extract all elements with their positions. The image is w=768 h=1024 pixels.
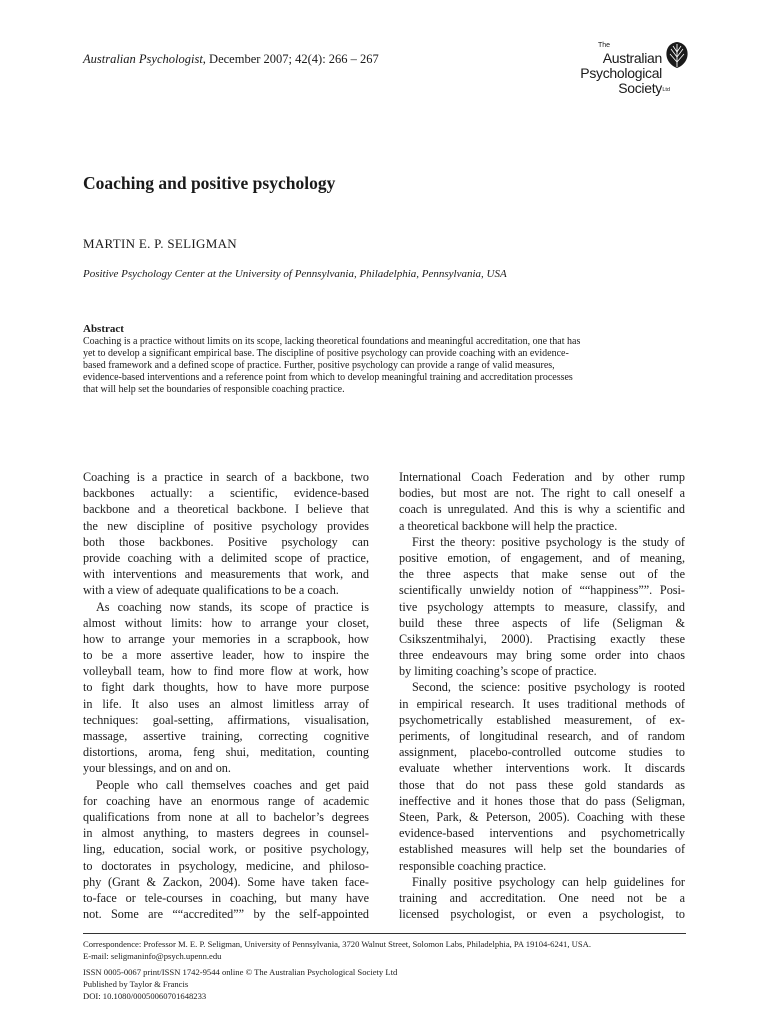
body-line: evaluate whether interventions work. It discards (399, 761, 685, 776)
body-line: how to arrange your memories in a scrapbook, how (83, 631, 369, 646)
issn-line: ISSN 0005-0067 print/ISSN 1742-9544 online © The Australian Psychological Society Ltd (83, 967, 398, 977)
body-column-right (399, 469, 685, 922)
logo-line-3: Society (618, 80, 662, 96)
body-line: Csikszentmihalyi, 2000). Practising exactly these (399, 631, 685, 646)
logo-ltd: Ltd (662, 87, 670, 93)
body-line: with a view of adequate qualifications to be a coach. (83, 583, 339, 598)
body-line: positive emotion, of engagement, and of meaning, (399, 550, 685, 565)
body-line: evidence-based interventions and psychometrically (399, 826, 685, 841)
body-line: qualifications from none at all to bachelor’s degrees (83, 809, 369, 824)
body-line: provide coaching with a delimited scope of practice, (83, 550, 369, 565)
body-line: three endeavours may bring some order into chaos (399, 648, 685, 663)
body-line: for coaching have an enormous range of academic (83, 793, 369, 808)
journal-name: Australian Psychologist (83, 52, 203, 66)
body-line: build these three aspects of life (Seligman & (399, 615, 685, 630)
body-line: scientifically unwieldy notion of ““happiness””. Posi- (399, 583, 685, 598)
footnote-rule (83, 933, 686, 934)
body-line: ling, education, social work, or positive psychology, (83, 842, 369, 857)
correspondence-note: Correspondence: Professor M. E. P. Seligman, University of Pennsylvania, 3720 Walnut Street, Solomon Labs, Philadelphia, PA 19104-6241, USA. (83, 939, 591, 949)
logo-the: The (597, 42, 610, 49)
body-line: established measures will help set the boundaries of (399, 842, 685, 857)
body-line: massage, assertive training, correcting cognitive (83, 729, 369, 743)
citation-details: , December 2007; 42(4): 266 – 267 (202, 52, 379, 66)
body-line: International Coach Federation and by other rump (399, 470, 685, 484)
body-line: to doctorates in psychology, medicine, and philoso- (83, 858, 369, 873)
body-line: by limiting coaching’s scope of practice. (399, 664, 597, 679)
body-line: periments, of longitudinal research, and of random (399, 729, 685, 743)
body-line: backbones actually: a scientific, evidence-based (83, 486, 369, 501)
body-line: bodies, but most are not. The right to call oneself a (399, 486, 685, 501)
body-line: in almost anything, to masters degrees in counsel- (83, 826, 369, 841)
journal-citation (83, 52, 379, 67)
abstract-body (83, 336, 685, 396)
logo-line-2: Psychological (580, 65, 662, 81)
logo-line-1: Australian (602, 50, 662, 66)
body-line: techniques: goal-setting, affirmations, visualisation, (83, 712, 369, 727)
abstract-line: Coaching is a practice without limits on its scope, lacking theoretical foundations and meaningful accreditation, one that has (83, 336, 581, 347)
author-affiliation: Positive Psychology Center at the University of Pennsylvania, Philadelphia, Pennsylvania, USA (83, 268, 507, 280)
body-line: both those backbones. Positive psychology can (83, 534, 369, 549)
body-line: to-face or tele-courses in coaching, but many have (83, 890, 369, 905)
body-line: assignment, placebo-controlled outcome studies to (399, 745, 685, 760)
body-line: backbone and a theoretical backbone. I believe that (83, 502, 369, 517)
body-line: almost without limits: how to arrange your closet, (83, 615, 369, 630)
email-note[interactable]: E-mail: seligmaninfo@psych.upenn.edu (83, 951, 222, 961)
body-line: ineffective and it hones those that do pass (Seligman, (399, 793, 685, 808)
body-line: volleyball team, how to find more flow at work, how (83, 664, 369, 679)
doi-line[interactable]: DOI: 10.1080/00050060701648233 (83, 991, 207, 1001)
abstract-line: evidence-based interventions and a reference point from which to develop meaningful training and accreditation processes (83, 371, 573, 383)
abstract-line: based framework and a defined scope of practice. Further, positive psychology can provide a range of valid measures, (83, 359, 555, 371)
abstract-line: yet to develop a significant empirical base. The discipline of positive psychology can provide coaching with an evidence- (83, 347, 569, 359)
body-line: in life. It also uses an almost limitless array of (83, 696, 369, 711)
body-line: tive psychology attempts to measure, classify, and (399, 599, 685, 614)
body-line: to fight dark thoughts, how to have more purpose (83, 680, 369, 695)
body-line: Finally positive psychology can help guidelines for (412, 874, 685, 889)
body-line: psychometrically established measurement, of ex- (399, 712, 685, 727)
body-line: Second, the science: positive psychology is rooted (412, 680, 685, 695)
article-title: Coaching and positive psychology (83, 173, 336, 193)
body-line: training and accreditation. One need not be a (399, 890, 685, 905)
body-line: responsible coaching practice. (399, 858, 547, 873)
body-line: First the theory: positive psychology is the study of (412, 534, 685, 549)
body-line: the three aspects that make sense out of the (399, 567, 685, 582)
publisher-line: Published by Taylor & Francis (83, 979, 189, 989)
body-line: phy (Grant & Zackon, 2004). Some have taken face- (83, 874, 369, 889)
body-line: your blessings, and on and on. (83, 761, 231, 776)
body-line: to be a more assertive leader, how to inspire the (83, 648, 369, 663)
body-line: As coaching now stands, its scope of practice is (96, 599, 369, 614)
body-line: those that do not pass these gold standards as (399, 777, 685, 792)
body-line: coach is unregulated. And this is why a scientific and (399, 502, 685, 517)
author-name: MARTIN E. P. SELIGMAN (83, 236, 237, 251)
body-line: with interventions and measurements that work, and (83, 567, 369, 582)
body-line: the new discipline of positive psychology provides (83, 518, 369, 533)
body-line: Steen, Park, & Peterson, 2005). Coaching with these (399, 809, 685, 824)
abstract-line: that will help set the boundaries of responsible coaching practice. (83, 383, 345, 395)
body-line: in empirical research. It uses traditional methods of (399, 696, 685, 711)
body-line: People who call themselves coaches and get paid (96, 777, 369, 792)
body-line: Coaching is a practice in search of a backbone, two (83, 470, 369, 484)
body-line: distortions, aroma, feng shui, meditation, counting (83, 745, 369, 760)
body-line: licensed psychologist, or even a psychologist, to (399, 907, 685, 922)
leaf-emblem-icon (664, 40, 690, 70)
aps-logo (580, 38, 690, 102)
body-line: a theoretical backbone will help the practice. (399, 518, 618, 533)
body-column-left (83, 469, 369, 922)
body-line: not. Some are ““accredited”” by the self-appointed (83, 907, 369, 922)
abstract-heading: Abstract (83, 323, 124, 335)
